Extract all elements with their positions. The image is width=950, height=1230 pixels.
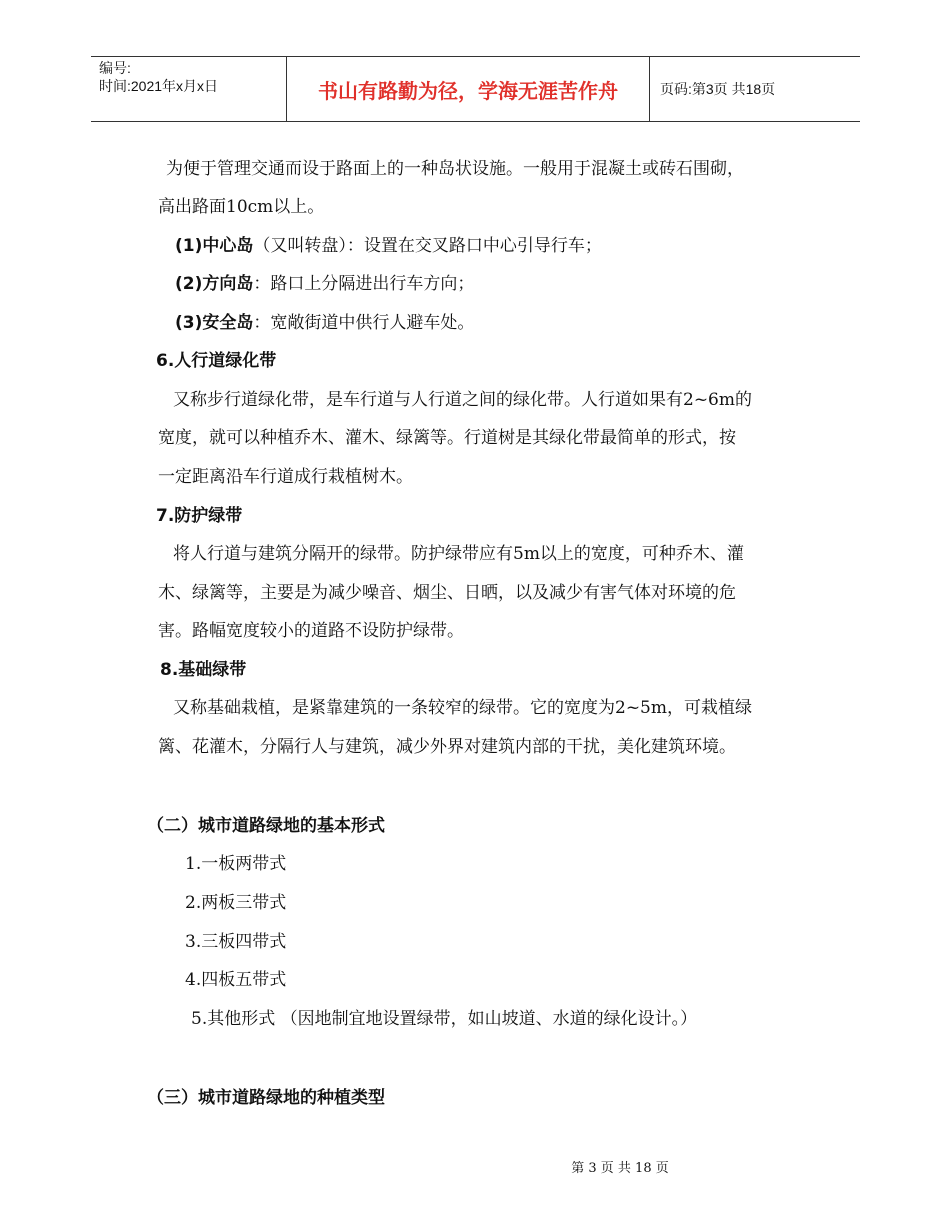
paragraph-line: 篱、花灌木，分隔行人与建筑，减少外界对建筑内部的干扰，美化建筑环境。	[158, 737, 736, 757]
paragraph-line: 木、绿篱等，主要是为减少噪音、烟尘、日晒，以及减少有害气体对环境的危	[158, 583, 736, 603]
paragraph-line: 一定距离沿车行道成行栽植树木。	[158, 467, 413, 487]
paragraph-line: 害。路幅宽度较小的道路不设防护绿带。	[158, 621, 464, 641]
header-number: 编号:	[99, 60, 131, 76]
header-page-number: 页码:第3页 共18页	[660, 81, 776, 97]
section-heading: 8.基础绿带	[160, 660, 247, 680]
list-item-text: （又叫转盘）：设置在交叉路口中心引导行车；	[253, 236, 602, 256]
section-heading: 7.防护绿带	[156, 506, 243, 526]
chapter-heading: （二）城市道路绿地的基本形式	[147, 816, 385, 836]
list-item-text: ：宽敞街道中供行人避车处。	[253, 313, 475, 333]
list-item: 1.一板两带式	[185, 854, 287, 874]
paragraph-line: 又称基础栽植，是紧靠建筑的一条较窄的绿带。它的宽度为2~5m，可栽植绿	[173, 698, 752, 718]
paragraph-line: 为便于管理交通而设于路面上的一种岛状设施。一般用于混凝土或砖石围砌，	[166, 159, 744, 179]
list-item-title: (2)方向岛	[175, 274, 254, 294]
chapter-heading: （三）城市道路绿地的种植类型	[147, 1088, 385, 1108]
page-header	[91, 56, 860, 122]
list-item	[175, 273, 474, 295]
list-item: 2.两板三带式	[185, 893, 287, 913]
section-heading: 6.人行道绿化带	[156, 351, 277, 371]
paragraph-line: 高出路面10cm以上。	[158, 197, 325, 217]
page-footer: 第 3 页 共 18 页	[571, 1161, 669, 1176]
list-item-title: (1)中心岛	[175, 236, 254, 256]
header-meta	[91, 57, 287, 121]
list-item: 4.四板五带式	[185, 970, 287, 990]
paragraph-line: 将人行道与建筑分隔开的绿带。防护绿带应有5m以上的宽度，可种乔木、灌	[173, 544, 744, 564]
header-time: 时间:2021年x月x日	[99, 78, 219, 94]
list-item-text: ：路口上分隔进出行车方向；	[253, 274, 475, 294]
paragraph-line: 宽度，就可以种植乔木、灌木、绿篱等。行道树是其绿化带最简单的形式，按	[158, 428, 736, 448]
list-item: 3.三板四带式	[185, 932, 287, 952]
paragraph-line: 又称步行道绿化带，是车行道与人行道之间的绿化带。人行道如果有2~6m的	[173, 390, 752, 410]
list-item: 5.其他形式 （因地制宜地设置绿带，如山坡道、水道的绿化设计。）	[191, 1009, 698, 1029]
list-item	[175, 235, 602, 257]
list-item-title: (3)安全岛	[175, 313, 254, 333]
header-motto: 书山有路勤为径，学海无涯苦作舟	[287, 57, 650, 121]
list-item	[175, 312, 474, 334]
